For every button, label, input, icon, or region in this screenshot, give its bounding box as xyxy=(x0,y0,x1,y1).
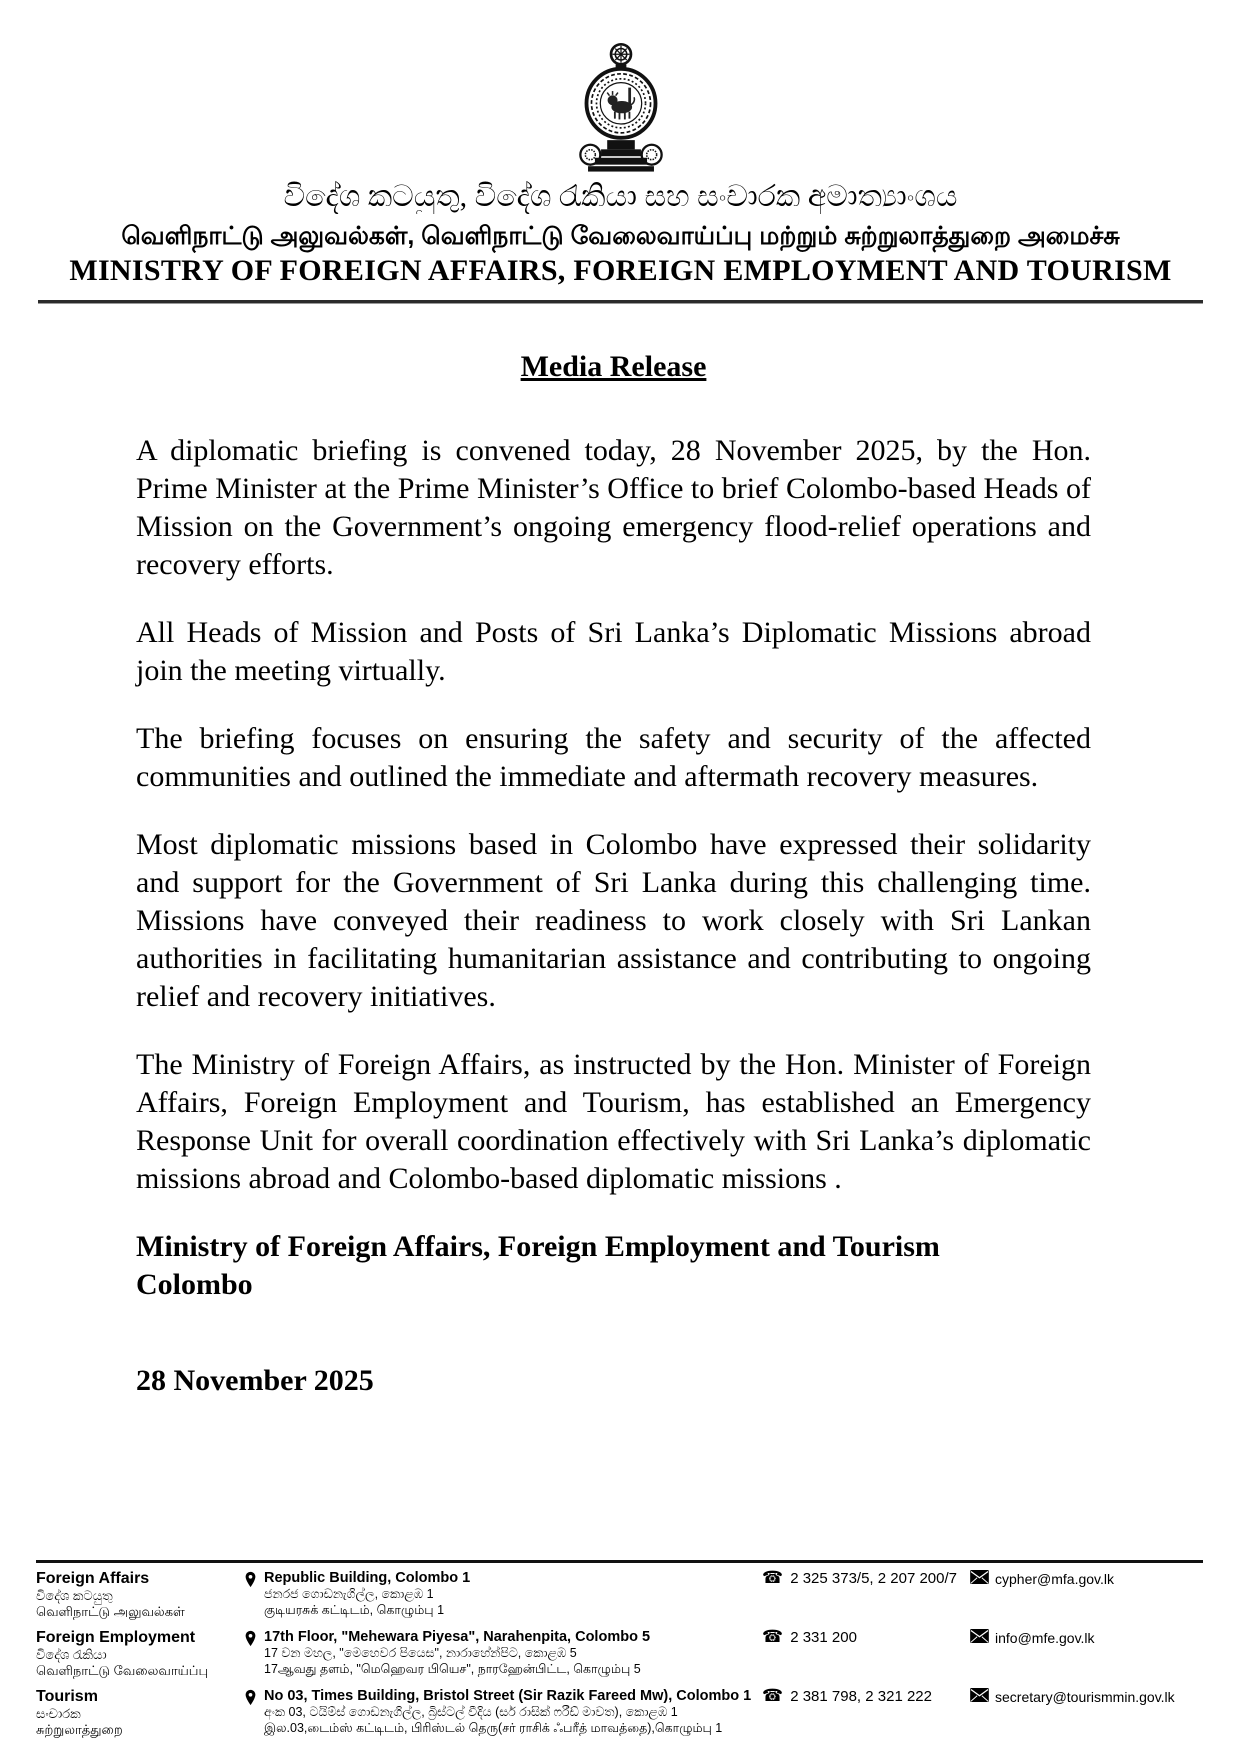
paragraph-3: The briefing focuses on ensuring the safety and security of the affected communities and outlined the immediate and aftermath recovery measures. xyxy=(136,722,1091,793)
footer-email-foreign-affairs: cypher@mfa.gov.lk xyxy=(970,1570,1203,1588)
signature-block xyxy=(136,1228,1091,1304)
signature-ministry: Ministry of Foreign Affairs, Foreign Employment and Tourism xyxy=(136,1230,940,1263)
footer-email-foreign-employment: info@mfe.gov.lk xyxy=(970,1629,1203,1647)
footer-phone-foreign-employment: ☎ 2 331 200 xyxy=(762,1627,857,1647)
envelope-icon xyxy=(970,1570,989,1588)
footer-label-foreign-affairs: Foreign Affairs විදේශ කටයුතු வெளிநாட்டு அலுவல்கள் xyxy=(36,1570,185,1619)
ministry-title-english: MINISTRY OF FOREIGN AFFAIRS, FOREIGN EMPLOYMENT AND TOURISM xyxy=(69,254,1172,287)
footer-address-tourism: No 03, Times Building, Bristol Street (Sir Razik Fareed Mw), Colombo 1 අංක 03, ටයිම්ස් ගොඩනැගිල්ල, බ්‍රිස්ටල් වීදිය (සර් රාසික් ෆරීඩ් මාවත), කොළඹ 1 இல.03,டைம்ஸ் கட்டிடம், பிரிஸ்டல் தெரு(சர் ராசிக் ஃபரீத் மாவத்தை),கொழும்பு 1 xyxy=(244,1688,762,1736)
footer-label-foreign-employment: Foreign Employment විදේශ රැකියා வெளிநாட்டு வேலைவாய்ப்பு xyxy=(36,1629,209,1678)
envelope-icon xyxy=(970,1688,989,1706)
footer-phone-tourism: ☎ 2 381 798, 2 321 222 xyxy=(762,1686,932,1706)
ministry-title-sinhala: විදේශ කටයුතු, විදේශ රැකියා සහ සංචාරක අමාත්‍යාංශය xyxy=(283,180,958,213)
paragraph-4: Most diplomatic missions based in Colombo have expressed their solidarity and support for the Government of Sri Lanka during this challenging time. Missions have conveyed their readiness to work closely with Sri Lankan authorities in facilitating humanitarian assistance and contributing to ongoing relief and recovery initiatives. xyxy=(136,828,1091,1013)
telephone-icon: ☎ xyxy=(762,1686,784,1706)
footer xyxy=(36,1560,1203,1738)
paragraph-5: The Ministry of Foreign Affairs, as instructed by the Hon. Minister of Foreign Affairs, Foreign Employment and Tourism, has established an Emergency Response Unit for overall coordination effectively with Sri Lanka’s diplomatic missions abroad and Colombo-based diplomatic missions . xyxy=(136,1048,1091,1195)
location-pin-icon xyxy=(244,1571,257,1618)
envelope-icon xyxy=(970,1629,989,1647)
footer-address-foreign-affairs: Republic Building, Colombo 1 ජනරජ ගොඩනැගිල්ල, කොළඹ 1 குடியரசுக் கட்டிடம், கொழும்பு 1 xyxy=(244,1570,762,1618)
document-heading: Media Release xyxy=(520,350,707,383)
ministry-title-tamil: வெளிநாட்டு அலுவல்கள், வெளிநாட்டு வேலைவாய்ப்பு மற்றும் சுற்றுலாத்துறை அமைச்சு xyxy=(121,222,1120,250)
location-pin-icon xyxy=(244,1689,257,1736)
footer-address-foreign-employment: 17th Floor, "Mehewara Piyesa", Narahenpita, Colombo 5 17 වන මහල, "මෙහෙවර පියෙස", නාරාහේන්පිට, කොළඹ 5 17ஆவது தளம், "மெஹெவர பியெச", நாரஹேன்பிட்ட, கொழும்பு 5 xyxy=(244,1629,762,1677)
footer-label-tourism: Tourism සංචාරක சுற்றுலாத்துறை xyxy=(36,1688,123,1737)
telephone-icon: ☎ xyxy=(762,1627,784,1647)
document-date: 28 November 2025 xyxy=(136,1364,374,1397)
location-pin-icon xyxy=(244,1630,257,1677)
header-divider xyxy=(38,300,1203,304)
header xyxy=(0,42,1241,185)
paragraph-2: All Heads of Mission and Posts of Sri Lanka’s Diplomatic Missions abroad join the meeting virtually. xyxy=(136,616,1091,687)
paragraph-1: A diplomatic briefing is convened today, 28 November 2025, by the Hon. Prime Minister at the Prime Minister’s Office to brief Colombo-based Heads of Mission on the Government’s ongoing emergency flood-relief operations and recovery efforts. xyxy=(136,434,1091,581)
footer-phone-foreign-affairs: ☎ 2 325 373/5, 2 207 200/7 xyxy=(762,1568,958,1588)
telephone-icon: ☎ xyxy=(762,1568,784,1588)
footer-email-tourism: secretary@tourismmin.gov.lk xyxy=(970,1688,1203,1706)
signature-city: Colombo xyxy=(136,1268,253,1301)
document-body xyxy=(136,348,1091,1400)
